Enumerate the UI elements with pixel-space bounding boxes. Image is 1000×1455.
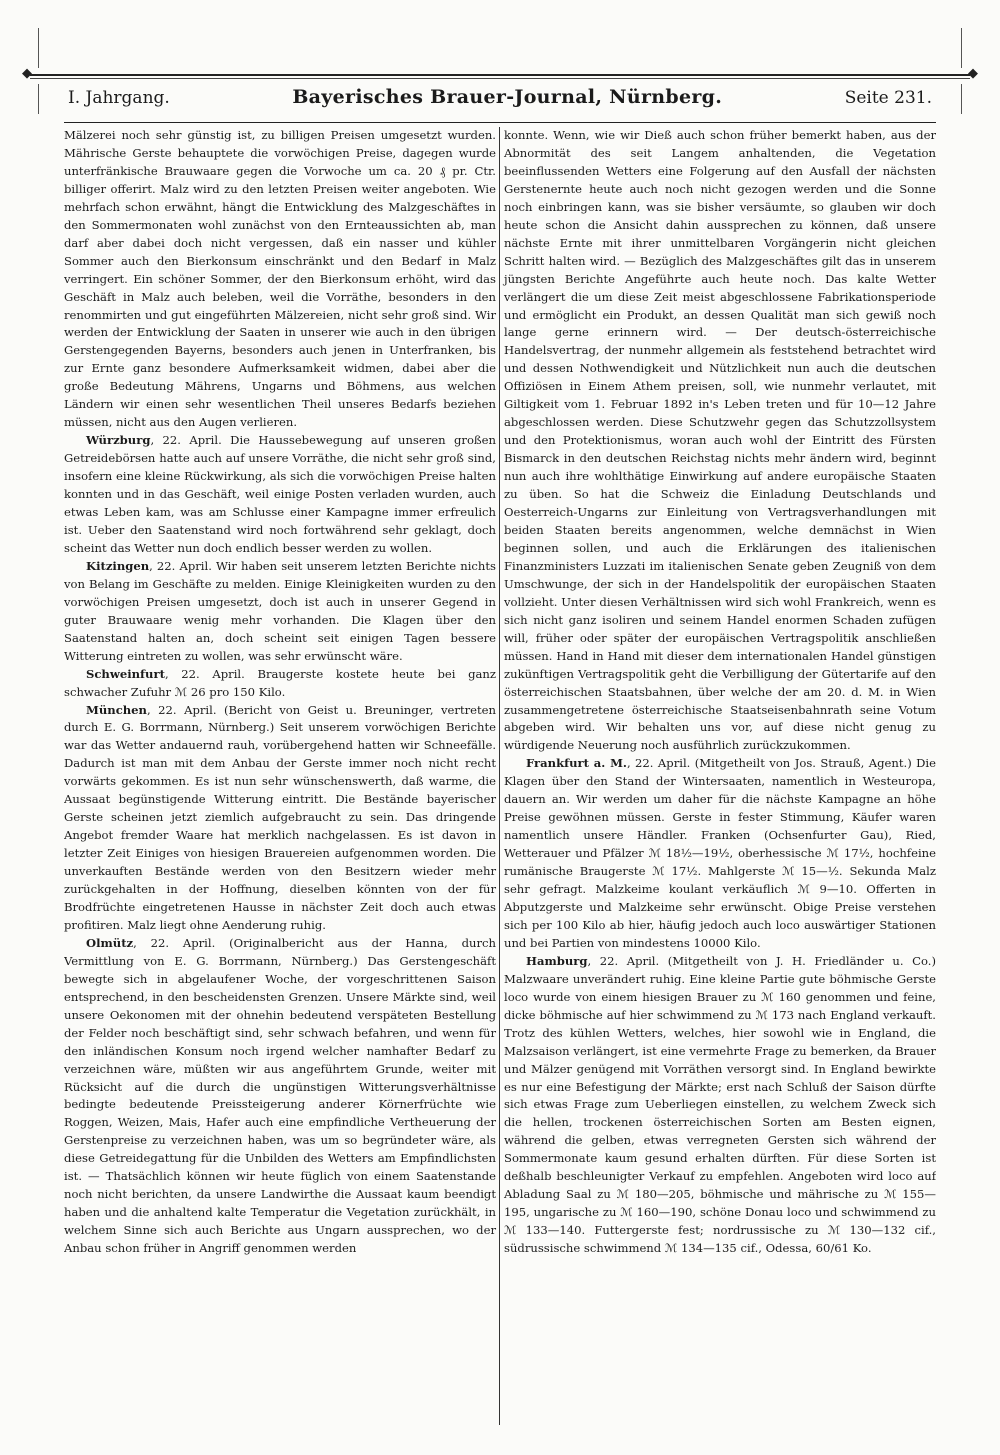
dateline-place: Olmütz	[86, 935, 134, 950]
dateline-place: Hamburg	[526, 953, 588, 968]
top-rule	[30, 74, 970, 76]
right-column	[500, 127, 936, 1425]
dateline-place: München	[86, 702, 147, 717]
ornament-right-icon: ◆	[968, 66, 978, 81]
dateline-place: Frankfurt a. M.	[526, 756, 627, 771]
left-column	[64, 127, 499, 1425]
report-schweinfurt: Schweinfurt, 22. April. Braugerste kostete heute bei ganz schwacher Zufuhr ℳ 26 pro 150 Kilo.	[64, 666, 496, 699]
dateline-place: Schweinfurt	[86, 666, 165, 681]
report-wuerzburg: Würzburg, 22. April. Die Haussebewegung auf unseren großen Getreidebörsen hatte auch auf unsere Vorräthe, die nicht sehr groß sind, insofern eine kleine Rückwirkung, als sich die vorwöchigen Preise halten konnten und in das Geschäft, weil einige Posten verladen wurden, auch etwas Leben kam, was am Schlusse einer Kampagne immer erfreulich ist. Ueber den Saatenstand wird noch fortwährend sehr geklagt, doch scheint das Wetter nun doch endlich besser werden zu wollen.	[64, 433, 496, 555]
journal-title: Bayerisches Brauer-Journal, Nürnberg.	[292, 86, 723, 108]
report-kitzingen: Kitzingen, 22. April. Wir haben seit unserem letzten Berichte nichts von Belang im Geschäfte zu melden. Einige Kleinigkeiten wurden zu den vorwöchigen Preisen umgesetzt, doch ist auch in unserer Gegend in guter Brauwaare wenig mehr vorhanden. Die Klagen über den Saatenstand halten an, doch scheint seit einigen Tagen bessere Witterung eintreten zu wollen, was sehr erwünscht wäre.	[64, 558, 496, 663]
border-rule-right-lower	[961, 84, 962, 114]
report-olmuetz: Olmütz, 22. April. (Originalbericht aus der Hanna, durch Vermittlung von E. G. Borrmann, Nürnberg.) Das Gerstengeschäft bewegte sich in abgelaufener Woche, der vorgeschrittenen Saison entsprechend, in den bescheidensten Grenzen. Unsere Märkte sind, weil unsere Oekonomen mit der ohnehin bedeutend verspäteten Bestellung der Felder noch beschäftigt sind, sehr schwach befahren, und wenn für den inländischen Konsum noch irgend welcher namhafter Bedarf zu verzeichnen wäre, müßten wir aus angeführtem Grunde, weiter mit Rücksicht auf die durch die ungünstigen Witterungsverhältnisse bedingte bedeutende Preissteigerung anderer Körnerfrüchte wie Roggen, Weizen, Mais, Hafer auch eine empfindliche Vertheuerung der Gerstenpreise zu verzeichnen haben, was um so begründeter wäre, als diese Getreidegattung für die Unbilden des Wetters am Empfindlichsten ist. — Thatsächlich können wir heute füglich von einem Saatenstande noch nicht berichten, da unsere Landwirthe die Aussaat kaum beendigt haben und die anhaltend kalte Temperatur die Vegetation zurückhält, in welchem Sinne sich auch Berichte aus Ungarn aussprechen, wo der Anbau schon früher in Angriff genommen werden	[64, 935, 496, 1256]
volume-label: I. Jahrgang.	[68, 88, 170, 108]
report-hamburg: Hamburg, 22. April. (Mitgetheilt von J. H. Friedländer u. Co.) Malzwaare unverändert ruhig. Eine kleine Partie gute böhmische Gerste loco wurde von einem hiesigen Brauer zu ℳ 160 genommen und feine, dicke böhmische auf hier schwimmend zu ℳ 173 nach England verkauft. Trotz des kühlen Wetters, welches, hier sowohl wie in England, die Malzsaison verlängert, ist eine vermehrte Frage zu bemerken, da Brauer und Mälzer genügend mit Vorräthen versorgt sind. In England bewirkte es nur eine Befestigung der Märkte; erst nach Schluß der Saison dürfte sich etwas Frage zum Ueberliegen einstellen, zu welchem Zweck sich die hellen, trockenen österreichischen Sorten am Besten eignen, während die gelben, etwas verregneten Gersten sich während der Sommermonate kaum gesund erhalten dürften. Für diese Sorten ist deßhalb beschleunigter Verkauf zu empfehlen. Angeboten wird loco auf Abladung Saal zu ℳ 180—205, böhmische und mährische zu ℳ 155—195, ungarische zu ℳ 160—190, schöne Donau loco und schwimmend zu ℳ 133—140. Futtergerste fest; nordrussische zu ℳ 130—132 cif., südrussische schwimmend ℳ 134—135 cif., Odessa, 60/61 Ko.	[504, 953, 936, 1256]
border-rule-left-lower	[38, 84, 39, 114]
page-number: Seite 231.	[844, 88, 932, 108]
top-rule-thin	[30, 78, 970, 79]
paragraph: Mälzerei noch sehr günstig ist, zu billigen Preisen umgesetzt wurden. Mährische Gerste behauptete die vorwöchigen Preise, dagegen wurde unterfränkische Brauwaare gegen die Vorwoche um ca. 20 ₰ pr. Ctr. billiger offerirt. Malz wird zu den letzten Preisen weiter angeboten. Wie mehrfach schon erwähnt, hängt die Entwicklung des Malzgeschäftes in den Sommermonaten wohl zunächst von den Ernteaussichten ab, man darf aber dabei doch nicht vergessen, daß ein nasser und kühler Sommer auch den Bierkonsum einschränkt und den Bedarf in Malz verringert. Ein schöner Sommer, der den Bierkonsum erhöht, wird das Geschäft in Malz auch beleben, weil die Vorräthe, besonders in den renommirten und gut eingeführten Mälzereien, nicht sehr groß sind. Wir werden der Entwicklung der Saaten in unserer wie auch in den übrigen Gerstengegenden Bayerns, besonders auch jenen in Unterfranken, bis zur Ernte ganz besondere Aufmerksamkeit widmen, dabei aber die große Bedeutung Mährens, Ungarns und Böhmens, aus welchen Ländern wir einen sehr wesentlichen Theil unseres Bedarfs beziehen müssen, nicht aus den Augen verlieren.	[64, 128, 496, 430]
text-columns	[64, 127, 936, 1425]
header-rule	[64, 122, 936, 123]
report-frankfurt: Frankfurt a. M., 22. April. (Mitgetheilt von Jos. Strauß, Agent.) Die Klagen über den Stand der Wintersaaten, namentlich in Westeuropa, dauern an. Wir werden um daher für die nächste Kampagne an höhe Preise gewöhnen müssen. Gerste in fester Stimmung, Käufer waren namentlich unsere Händler. Franken (Ochsenfurter Gau), Ried, Wetterauer und Pfälzer ℳ 18½—19½, oberhessische ℳ 17½, hochfeine rumänische Braugerste ℳ 17½. Mahlgerste ℳ 15—½. Sekunda Malz sehr gefragt. Malzkeime koulant verkäuflich ℳ 9—10. Offerten in Abputzgerste und Malzkeime sehr erwünscht. Obige Preise verstehen sich per 100 Kilo ab hier, häufig jedoch auch loco auswärtiger Stationen und bei Partien von mindestens 10000 Kilo.	[504, 756, 936, 950]
ornament-left-icon: ◆	[22, 66, 32, 81]
dateline-place: Kitzingen	[86, 558, 150, 573]
paragraph: konnte. Wenn, wie wir Dieß auch schon früher bemerkt haben, aus der Abnormität des seit Langem anhaltenden, die Vegetation beeinflussenden Wetters eine Folgerung auf den Ausfall der nächsten Gerstenernte heute auch noch nicht gezogen werden und die Sonne noch einbringen kann, was sie bisher versäumte, so glauben wir doch heute schon die Ansicht dahin aussprechen zu können, daß unsere nächste Ernte mit ihrer unmittelbaren Vorgängerin nicht gleichen Schritt halten wird. — Bezüglich des Malzgeschäftes gilt das in unserem jüngsten Berichte Angeführte auch heute noch. Das kalte Wetter verlängert die um diese Zeit meist abgeschlossene Fabrikationsperiode und ermöglicht ein Produkt, an dessen Qualität man sich gewiß noch lange gerne erinnern wird. — Der deutsch-österreichische Handelsvertrag, der nunmehr allgemein als feststehend betrachtet wird und dessen Nothwendigkeit und Nützlichkeit nun auch die deutschen Offiziösen in Einem Athem preisen, soll, wie nunmehr verlautet, mit Giltigkeit vom 1. Februar 1892 in's Leben treten und für 10—12 Jahre abgeschlossen werden. Diese Schutzwehr gegen das Schutzzollsystem und den Protektionismus, woran auch wohl der Eintritt des Fürsten Bismarck in den deutschen Reichstag nichts mehr ändern wird, beginnt nun auch ihre wohlthätige Einwirkung auf andere europäische Staaten zu üben. So hat die Schweiz die Einladung Deutschlands und Oesterreich-Ungarns zur Einleitung von Vertragsverhandlungen mit beiden Staaten bereits angenommen, welche demnächst in Wien beginnen sollen, und auch die Erklärungen des italienischen Finanzministers Luzzati im italienischen Senate geben Zeugniß von dem Umschwunge, der sich in der Handelspolitik der europäischen Staaten vollzieht. Unter diesen Verhältnissen wird sich wohl Frankreich, wenn es sich nicht ganz isoliren und seinem Handel enormen Schaden zufügen will, früher oder später der europäischen Vertragspolitik anschließen müssen. Hand in Hand mit dieser dem internationalen Handel günstigen zukünftigen Vertragspolitik geht die Verbilligung der Gütertarife auf den österreichischen Staatsbahnen, über welche der am 20. d. M. in Wien zusammengetretene österreichische Staatseisenbahnrath seine Votum abgeben wird. Wir behalten uns vor, auf diese nicht genug zu würdigende Neuerung noch ausführlich zurückzukommen.	[504, 128, 936, 753]
dateline-place: Würzburg	[86, 433, 151, 448]
report-muenchen: München, 22. April. (Bericht von Geist u. Breuninger, vertreten durch E. G. Borrmann, Nürnberg.) Seit unserem vorwöchigen Berichte war das Wetter andauernd rauh, vorübergehend hatten wir Schneefälle. Dadurch ist man mit dem Anbau der Gerste immer noch nicht recht vorwärts gekommen. Es ist nun sehr wünschenswerth, daß warme, die Aussaat begünstigende Witterung eintritt. Die Bestände bayerischer Gerste scheinen jetzt ziemlich aufgebraucht zu sein. Das dringende Angebot fremder Waare hat merklich nachgelassen. Es ist davon in letzter Zeit Einiges von hiesigen Brauereien aufgenommen worden. Die unverkauften Bestände werden von den Besitzern wieder mehr zurückgehalten in der Hoffnung, dieselben könnten von der für Brodfrüchte eingetretenen Hausse in nächster Zeit doch auch etwas profitiren. Malz liegt ohne Aenderung ruhig.	[64, 702, 496, 932]
border-rule-right	[961, 28, 962, 68]
running-header	[68, 86, 932, 114]
border-rule-left	[38, 28, 39, 68]
